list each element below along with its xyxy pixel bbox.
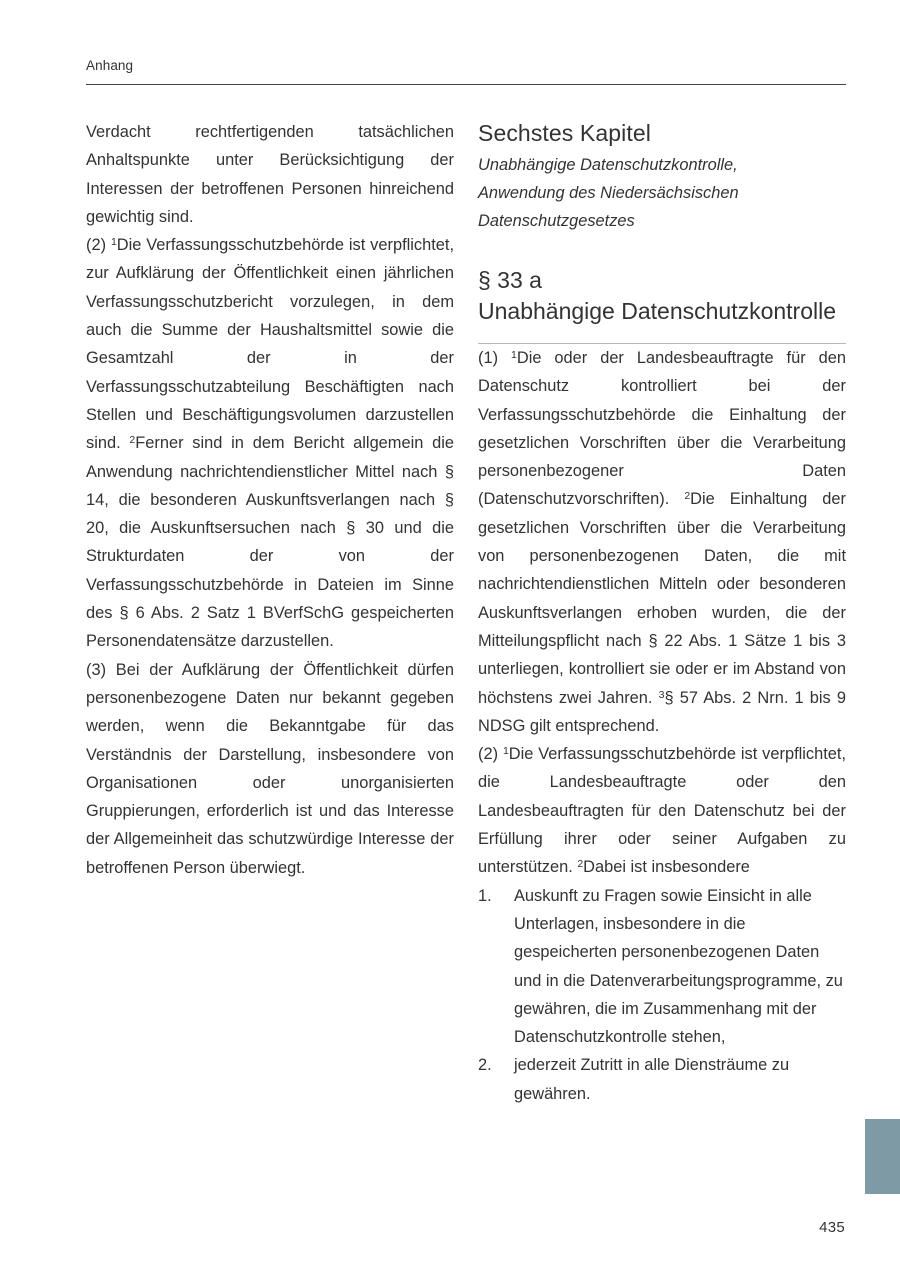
satz-marker-2: 2 (577, 858, 584, 871)
paragraph-r-abs-1 (478, 344, 846, 740)
paragraph-abs-2-text2: Ferner sind in dem Bericht allgemein die Anwendung nachrichtendienstlicher Mittel nach § 14, die besonderen Auskunftsverlangen nach § 20, die Auskunftsersuchen nach § 30 und die Strukturdaten der von der Verfassungsschutzbehörde in Dateien im Sinne des § 6 Abs. 2 Satz 1 BVerfSchG gespeicherten Personendatensätze darzustellen. (86, 434, 454, 651)
chapter-subtitle (478, 151, 846, 235)
list-item-text: jederzeit Zutritt in alle Diensträume zu gewähren. (514, 1056, 790, 1103)
left-column (86, 118, 454, 1108)
chapter-subtitle-line-3: Datenschutzgesetzes (478, 212, 635, 230)
paragraph-r-abs-2-text: Die Verfassungsschutzbehörde ist verpflichtet, die Landesbeauftragte oder den Landesbeauftragten für den Datenschutz bei der Erfüllung ihrer oder seiner Aufgaben zu unterstützen. (478, 745, 846, 877)
section-heading (478, 265, 846, 327)
paragraph-continuation (86, 118, 454, 231)
body-columns (86, 118, 846, 1108)
paragraph-abs-3-text: (3) Bei der Aufklärung der Öffentlichkeit dürfen personenbezogene Daten nur bekannt gegeben werden, wenn die Bekanntgabe für das Verständnis der Darstellung, insbesondere von Organisationen oder unorganisierten Gruppierungen, erforderlich ist und das Interesse der Allgemeinheit das schutzwürdige Interesse der betroffenen Person überwiegt. (86, 660, 454, 877)
numbered-list (478, 882, 846, 1108)
paragraph-r-abs-2-text2: Dabei ist insbesondere (583, 858, 750, 877)
chapter-subtitle-line-1: Unabhängige Datenschutzkontrolle, (478, 156, 738, 174)
right-column (478, 118, 846, 1108)
thumb-index-tab (865, 1119, 900, 1194)
paragraph-continuation-text: Verdacht rechtfertigenden tatsächlichen Anhaltspunkte unter Berücksichtigung der Interessen der betroffenen Personen hinreichend gewichtig sind. (86, 123, 454, 226)
paragraph-r-abs-1-text3: § 57 Abs. 2 Nrn. 1 bis 9 NDSG gilt entsprechend. (478, 688, 846, 735)
list-item (478, 1051, 846, 1108)
list-item-text: Auskunft zu Fragen sowie Einsicht in alle Unterlagen, insbesondere in die gespeicherten personenbezogenen Daten und in die Datenverarbeitungsprogramme, zu gewähren, die im Zusammenhang mit der Datenschutzkontrolle stehen, (514, 886, 843, 1047)
satz-marker-2: 2 (129, 434, 136, 447)
satz-marker-3: 3 (658, 688, 665, 701)
satz-marker-1: 1 (110, 236, 117, 249)
paragraph-abs-2-lead: (2) (86, 236, 111, 255)
page-number: 435 (819, 1219, 845, 1236)
list-item-marker: 2. (478, 1056, 492, 1075)
satz-marker-1: 1 (511, 349, 517, 361)
list-item (478, 882, 846, 1052)
chapter-subtitle-line-2: Anwendung des Niedersächsischen (478, 184, 739, 202)
chapter-title: Sechstes Kapitel (478, 120, 651, 146)
paragraph-r-abs-1-lead: (1) (478, 349, 512, 367)
running-head-rule (86, 84, 846, 85)
paragraph-abs-2-text: Die Verfassungsschutzbehörde ist verpflichtet, zur Aufklärung der Öffentlichkeit einen jährlichen Verfassungsschutzbericht vorzulegen, in dem auch die Summe der Haushaltsmittel sowie die Gesamtzahl der in der Verfassungsschutzabteilung Beschäftigten nach Stellen und Beschäftigungsvolumen darzustellen sind. (86, 236, 454, 453)
running-head (86, 58, 846, 74)
list-item-marker: 1. (478, 886, 492, 905)
satz-marker-2: 2 (684, 490, 691, 503)
paragraph-abs-3 (86, 656, 454, 882)
paragraph-r-abs-1-text2: Die Einhaltung der gesetzlichen Vorschriften über die Verarbeitung von personenbezogenen Daten, die mit nachrichtendienstlichen Mitteln oder besonderen Auskunftsverlangen erhoben wurden, die der Mitteilungspflicht nach § 22 Abs. 1 Sätze 1 bis 3 unterliegen, kontrolliert sie oder er im Abstand von höchstens zwei Jahren. (478, 490, 846, 707)
section-number: § 33 a (478, 267, 542, 293)
paragraph-r-abs-1-text: Die oder der Landesbeauftragte für den Datenschutz kontrolliert bei der Verfassungsschutzbehörde die Einhaltung der gesetzlichen Vorschriften über die Verarbeitung personenbezogener Daten (Datenschutzvorschriften). (478, 349, 846, 509)
paragraph-r-abs-2 (478, 740, 846, 881)
paragraph-abs-2 (86, 231, 454, 655)
running-head-label: Anhang (86, 58, 134, 73)
satz-marker-1: 1 (502, 745, 509, 758)
paragraph-r-abs-2-lead: (2) (478, 745, 503, 764)
section-name: Unabhängige Datenschutzkontrolle (478, 298, 837, 324)
